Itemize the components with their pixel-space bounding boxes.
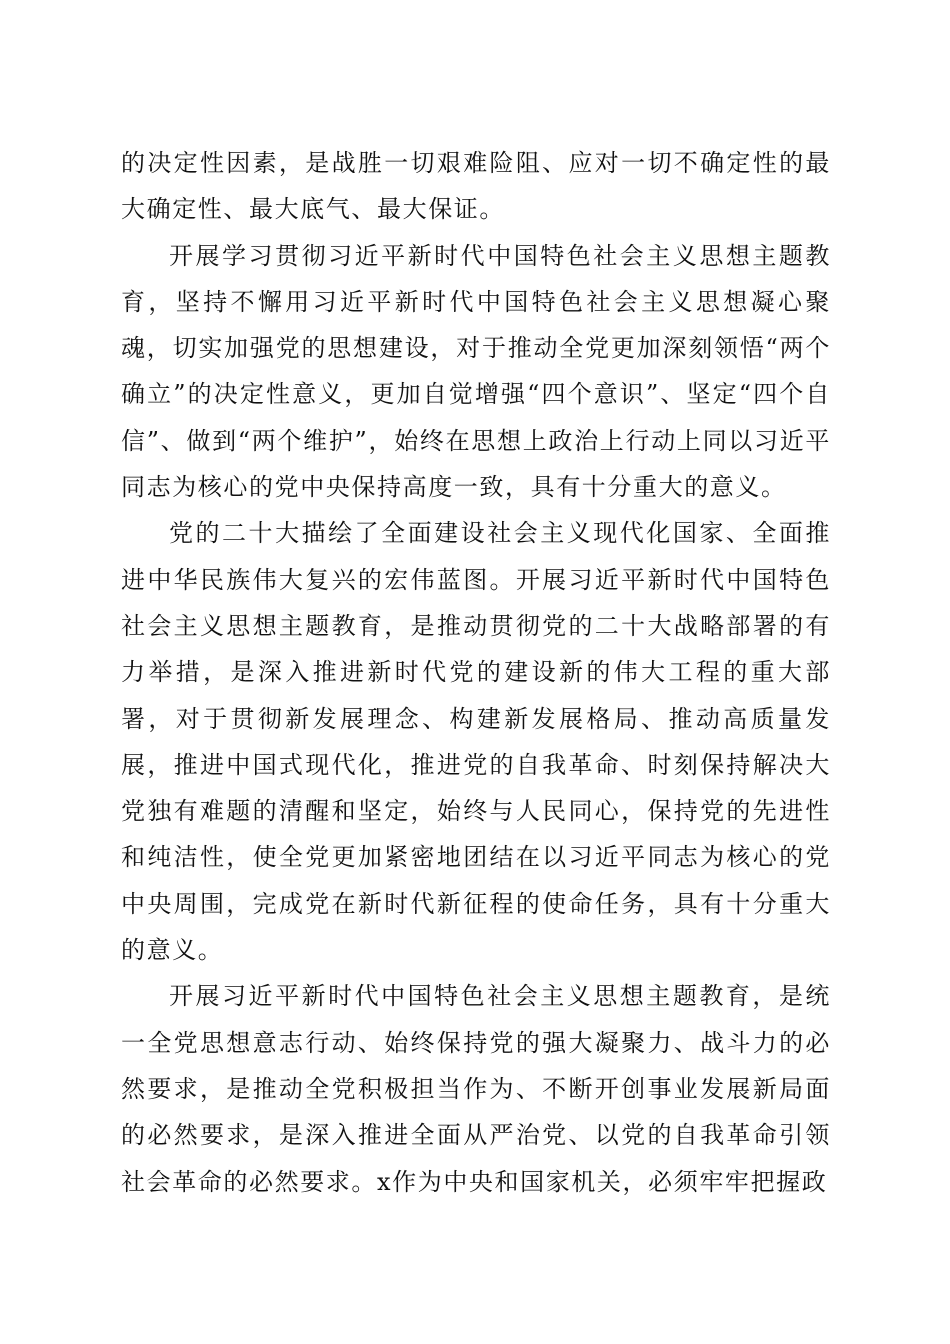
paragraph-3: 党的二十大描绘了全面建设社会主义现代化国家、全面推进中华民族伟大复兴的宏伟蓝图。开展习近平新时代中国特色社会主义思想主题教育，是推动贯彻党的二十大战略部署的有力举措，是深入推进新时代党的建设新的伟大工程的重大部署，对于贯彻新发展理念、构建新发展格局、推动高质量发展，推进中国式现代化，推进党的自我革命、时刻保持解决大党独有难题的清醒和坚定，始终与人民同心，保持党的先进性和纯洁性，使全党更加紧密地团结在以习近平同志为核心的党中央周围，完成党在新时代新征程的使命任务，具有十分重大的意义。 bbox=[121, 519, 831, 965]
paragraph-1: 的决定性因素，是战胜一切艰难险阻、应对一切不确定性的最大确定性、最大底气、最大保证。 bbox=[121, 149, 831, 224]
document-body bbox=[121, 140, 831, 1205]
paragraph-4: 开展习近平新时代中国特色社会主义思想主题教育，是统一全党思想意志行动、始终保持党的强大凝聚力、战斗力的必然要求，是推动全党积极担当作为、不断开创事业发展新局面的必然要求，是深入推进全面从严治党、以党的自我革命引领社会革命的必然要求。x作为中央和国家机关，必须牢牢把握政 bbox=[121, 982, 831, 1196]
paragraph-2: 开展学习贯彻习近平新时代中国特色社会主义思想主题教育，坚持不懈用习近平新时代中国特色社会主义思想凝心聚魂，切实加强党的思想建设，对于推动全党更加深刻领悟“两个确立”的决定性意义，更加自觉增强“四个意识”、坚定“四个自信”、做到“两个维护”，始终在思想上政治上行动上同以习近平同志为核心的党中央保持高度一致，具有十分重大的意义。 bbox=[121, 241, 831, 502]
